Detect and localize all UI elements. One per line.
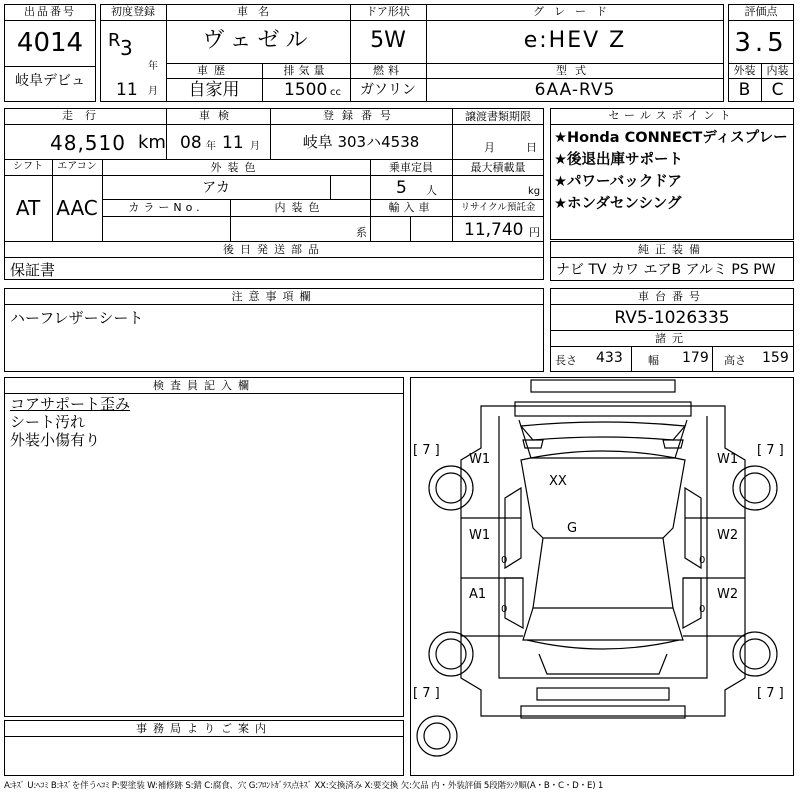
fuel-label: 燃料 [373, 64, 403, 77]
month-unit: 月 [148, 86, 158, 97]
registration-label: 登録番号 [323, 109, 399, 122]
damage-mark-right-front-door: W2 [717, 528, 739, 543]
recycle-unit: 円 [529, 226, 540, 239]
era: R [108, 30, 121, 51]
displacement-label: 排気量 [283, 64, 329, 77]
displacement-unit: cc [330, 87, 341, 98]
shift-label: シフト [13, 161, 43, 172]
history: 自家用 [188, 80, 240, 100]
registration-number: 岐阜 303ハ4538 [302, 133, 420, 151]
sales-point-item: ★後退出庫サポート [554, 152, 683, 168]
venue: 岐阜デビュ [15, 73, 85, 89]
width-label: 幅 [648, 354, 659, 367]
dims-label: 諸元 [655, 332, 689, 345]
model-label: 型式 [556, 64, 594, 77]
capacity-unit: 人 [426, 184, 437, 197]
lot-number: 4014 [16, 28, 84, 58]
mileage-label: 走行 [62, 109, 108, 122]
tire-mark-front-right: [ 7 ] [757, 443, 784, 458]
capacity: 5 [396, 178, 407, 198]
damage-mark-left-front-door: W1 [469, 528, 491, 543]
interior-grade: C [771, 80, 784, 100]
mileage-unit: km [138, 132, 166, 153]
max-load-unit: kg [528, 186, 541, 197]
first-reg-year: 3 [120, 36, 133, 60]
displacement: 1500 [284, 80, 328, 100]
sales-points-label: セールスポイント [608, 109, 736, 122]
transfer-day: 日 [526, 141, 537, 154]
history-label: 車歴 [197, 64, 231, 77]
car-name: ヴェゼル [202, 28, 314, 53]
color-no-label: カラーNo. [128, 201, 204, 214]
first-reg-month: 11 [116, 80, 138, 100]
damage-mark-roof: XX [549, 474, 567, 489]
ext-color-label: 外装色 [210, 161, 262, 174]
max-load-label: 最大積載量 [470, 161, 526, 174]
fuel: ガソリン [360, 82, 416, 98]
door-type: 5W [370, 28, 406, 53]
shift: AT [15, 196, 41, 220]
damage-mark-right-rear-door: W2 [717, 587, 739, 602]
height: 159 [762, 350, 789, 366]
tire-mark-rear-left: [ 7 ] [413, 686, 440, 701]
car-name-label: 車名 [237, 5, 279, 18]
inspector-line: コアサポート歪み [10, 395, 131, 413]
inspector-line: シート汚れ [10, 413, 86, 431]
notes-label: 注意事項欄 [231, 290, 317, 303]
grade: e:HEV Z [523, 28, 627, 53]
later-parts-label: 後日発送部品 [223, 243, 325, 256]
zero-mark: 0 [699, 604, 706, 615]
score-label: 評価点 [744, 5, 778, 18]
inspection-month: 11 [222, 133, 244, 153]
zero-mark: 0 [699, 555, 706, 566]
damage-mark-glass: G [567, 521, 578, 536]
length-label: 長さ [555, 354, 577, 367]
inspection-year: 08 [180, 133, 202, 153]
chassis-label: 車台番号 [638, 290, 706, 303]
damage-mark-front-left: W1 [469, 452, 491, 467]
transfer-month: 月 [484, 141, 495, 154]
mileage: 48,510 [50, 131, 126, 155]
sales-point-item: ★ホンダセンシング [554, 196, 682, 212]
inspection-label: 車検 [199, 109, 237, 122]
zero-mark: 0 [501, 604, 508, 615]
damage-mark-front-right: W1 [717, 452, 739, 467]
car-outline [411, 378, 795, 777]
capacity-label: 乗車定員 [389, 161, 433, 174]
equipment-label: 純正装備 [638, 243, 706, 256]
score: 3.5 [734, 28, 788, 58]
inspector-label: 検査員記入欄 [153, 379, 255, 392]
exterior-grade: B [738, 80, 751, 100]
length: 433 [596, 350, 623, 366]
sales-point-item: ★Honda CONNECTディスプレー [554, 130, 788, 146]
width: 179 [682, 350, 709, 366]
notes: ハーフレザーシート [10, 309, 144, 327]
later-parts: 保証書 [10, 261, 56, 279]
first-reg-label: 初度登録 [111, 5, 155, 18]
grade-label: グレード [533, 5, 617, 18]
car-diagram [410, 377, 794, 776]
transfer-label: 譲渡書類期限 [465, 110, 531, 123]
ext-color: アカ [202, 180, 230, 196]
year-unit: 年 [148, 61, 158, 72]
legend: A:ｷｽﾞ U:ﾍｺﾐ B:ｷｽﾞを伴うﾍｺﾐ P:要塗装 W:補修跡 S:錆 C:腐食、穴 G:ﾌﾛﾝﾄｶﾞﾗｽ点ｷｽﾞ XX:交換済み X:要交換 欠:欠品 内・外装評価 5段階ﾗﾝｸ順(A・B・C・D・E) 1 [4, 781, 604, 791]
interior-label: 内装 [766, 64, 789, 77]
sales-point-item: ★パワーバックドア [554, 174, 682, 190]
equipment: ナビ TV カワ エアB アルミ PS PW [556, 262, 776, 278]
recycle-fee: 11,740 [464, 220, 524, 240]
insp-year-unit: 年 [206, 141, 216, 152]
height-label: 高さ [724, 354, 746, 367]
tire-mark-front-left: [ 7 ] [413, 443, 440, 458]
tire-mark-rear-right: [ 7 ] [757, 686, 784, 701]
lot-label: 出品番号 [24, 5, 76, 18]
insp-month-unit: 月 [250, 141, 260, 152]
model: 6AA-RV5 [534, 80, 616, 100]
recycle-label: リサイクル預託金 [460, 202, 536, 213]
ac-label: エアコン [57, 161, 97, 172]
damage-mark-left-rear-door: A1 [469, 587, 487, 602]
inspector-line: 外装小傷有り [10, 431, 101, 449]
door-label: ドア形状 [366, 5, 410, 18]
ac: AAC [56, 196, 98, 220]
int-color-label: 内装色 [274, 201, 326, 214]
chassis-number: RV5-1026335 [614, 308, 730, 328]
office-label: 事務局よりご案内 [136, 722, 272, 735]
zero-mark: 0 [501, 555, 508, 566]
int-color-unit: 系 [356, 226, 367, 239]
import-label: 輸入車 [388, 201, 434, 214]
exterior-label: 外装 [733, 64, 756, 77]
